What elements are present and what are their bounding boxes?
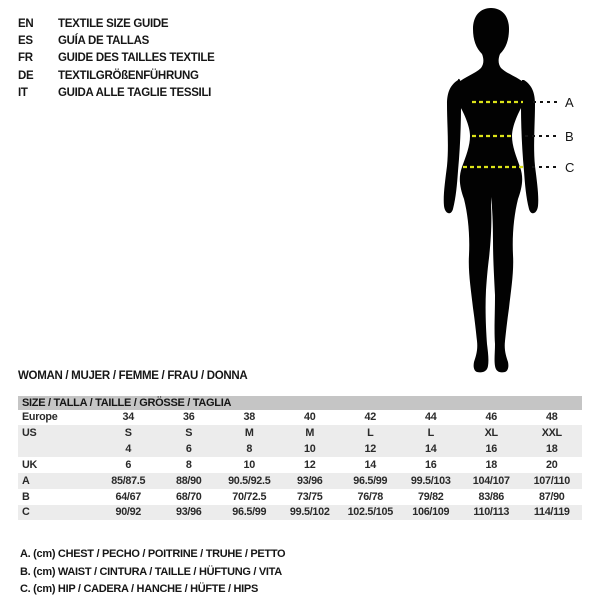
size-cell: 14 — [364, 458, 376, 471]
size-cell: 40 — [304, 411, 316, 424]
table-row — [18, 473, 582, 489]
size-cell: 68/70 — [175, 490, 202, 503]
size-cell: 8 — [185, 458, 192, 471]
size-cell: 12 — [304, 458, 316, 471]
size-cell: 6 — [125, 458, 132, 471]
size-cell: 36 — [183, 411, 195, 424]
size-cell: L — [427, 427, 434, 440]
size-cell: XL — [484, 427, 498, 440]
size-cell: S — [124, 427, 132, 440]
size-cell: 10 — [304, 443, 316, 456]
size-cell: L — [367, 427, 374, 440]
language-label: GUÍA DE TALLAS — [58, 34, 149, 47]
size-cell: M — [305, 427, 315, 440]
size-cell: 10 — [243, 458, 255, 471]
table-header-row — [18, 396, 582, 410]
size-table-body — [18, 410, 582, 521]
size-cell: 44 — [425, 411, 437, 424]
woman-silhouette — [444, 8, 539, 372]
size-cell: 4 — [125, 443, 132, 456]
size-cell: 18 — [485, 458, 497, 471]
size-cell: 99.5/102 — [289, 506, 330, 519]
table-row — [18, 441, 582, 457]
size-cell: 102.5/105 — [347, 506, 393, 519]
measure-labels — [565, 95, 574, 175]
row-label: US — [22, 427, 37, 440]
legend-list — [20, 545, 285, 598]
row-label: Europe — [22, 411, 58, 424]
size-cell: 20 — [546, 458, 558, 471]
size-cell: 73/75 — [296, 490, 323, 503]
size-cell: 64/67 — [115, 490, 142, 503]
row-label: UK — [22, 458, 37, 471]
size-cell: 18 — [546, 443, 558, 456]
language-code: DE — [18, 69, 34, 82]
language-row — [18, 67, 215, 84]
size-cell: 93/96 — [296, 474, 323, 487]
size-cell: 99.5/103 — [410, 474, 451, 487]
language-code: IT — [18, 86, 28, 99]
label-waist: B — [565, 129, 574, 144]
table-row — [18, 410, 582, 426]
legend-item: C. (cm) HIP / CADERA / HANCHE / HÜFTE / HIPS — [20, 583, 258, 596]
size-cell: 76/78 — [357, 490, 384, 503]
size-cell: 110/113 — [473, 506, 510, 519]
section-title: WOMAN / MUJER / FEMME / FRAU / DONNA — [18, 370, 248, 382]
size-table — [18, 396, 582, 520]
language-label: GUIDE DES TAILLES TEXTILE — [58, 52, 215, 65]
size-cell: 83/86 — [478, 490, 505, 503]
language-row — [18, 15, 215, 32]
size-cell: 16 — [485, 443, 497, 456]
row-label — [18, 441, 98, 457]
language-code: ES — [18, 34, 33, 47]
size-cell: 70/72.5 — [232, 490, 267, 503]
size-cell: 88/90 — [175, 474, 202, 487]
label-hip: C — [565, 160, 575, 175]
left-arm — [444, 79, 462, 213]
woman-silhouette-figure — [430, 0, 600, 385]
size-cell: 46 — [485, 411, 497, 424]
size-cell: 79/82 — [417, 490, 444, 503]
language-row — [18, 84, 215, 101]
size-cell: 42 — [364, 411, 376, 424]
size-cell: 87/90 — [538, 490, 565, 503]
language-code: FR — [18, 52, 33, 65]
table-header: SIZE / TALLA / TAILLE / GRÖSSE / TAGLIA — [18, 396, 582, 410]
right-arm — [521, 80, 539, 213]
size-cell: 106/109 — [412, 506, 450, 519]
language-list — [18, 15, 215, 101]
size-cell: XXL — [541, 427, 562, 440]
size-cell: 107/110 — [533, 474, 570, 487]
table-row — [18, 457, 582, 473]
table-row — [18, 489, 582, 505]
language-label: TEXTILE SIZE GUIDE — [58, 17, 169, 30]
size-cell: 6 — [185, 443, 192, 456]
language-label: TEXTILGRÖßENFÜHRUNG — [58, 69, 199, 82]
size-cell: 85/87.5 — [111, 474, 146, 487]
size-cell: S — [185, 427, 193, 440]
legend-item: B. (cm) WAIST / CINTURA / TAILLE / HÜFTUNG / VITA — [20, 565, 282, 578]
size-cell: 34 — [122, 411, 134, 424]
size-cell: 38 — [243, 411, 255, 424]
language-label: GUIDA ALLE TAGLIE TESSILI — [58, 86, 212, 99]
row-label: C — [22, 506, 30, 519]
legend-item: A. (cm) CHEST / PECHO / POITRINE / TRUHE / PETTO — [20, 547, 286, 560]
size-cell: 48 — [546, 411, 558, 424]
language-row — [18, 50, 215, 67]
size-cell: 93/96 — [175, 506, 202, 519]
table-row — [18, 505, 582, 521]
size-cell: 114/119 — [533, 506, 570, 519]
size-cell: 96.5/99 — [353, 474, 388, 487]
size-cell: 12 — [364, 443, 376, 456]
row-label: B — [22, 490, 30, 503]
row-label: A — [22, 474, 30, 487]
size-cell: 8 — [246, 443, 253, 456]
size-cell: M — [244, 427, 254, 440]
size-cell: 96.5/99 — [232, 506, 267, 519]
size-cell: 14 — [425, 443, 437, 456]
body-outline — [454, 8, 529, 372]
table-row — [18, 425, 582, 441]
language-row — [18, 32, 215, 49]
size-cell: 16 — [425, 458, 437, 471]
size-cell: 90/92 — [115, 506, 142, 519]
size-cell: 104/107 — [472, 474, 510, 487]
woman-silhouette-svg — [430, 0, 600, 385]
language-code: EN — [18, 17, 34, 30]
size-cell: 90.5/92.5 — [228, 474, 271, 487]
label-chest: A — [565, 95, 574, 110]
